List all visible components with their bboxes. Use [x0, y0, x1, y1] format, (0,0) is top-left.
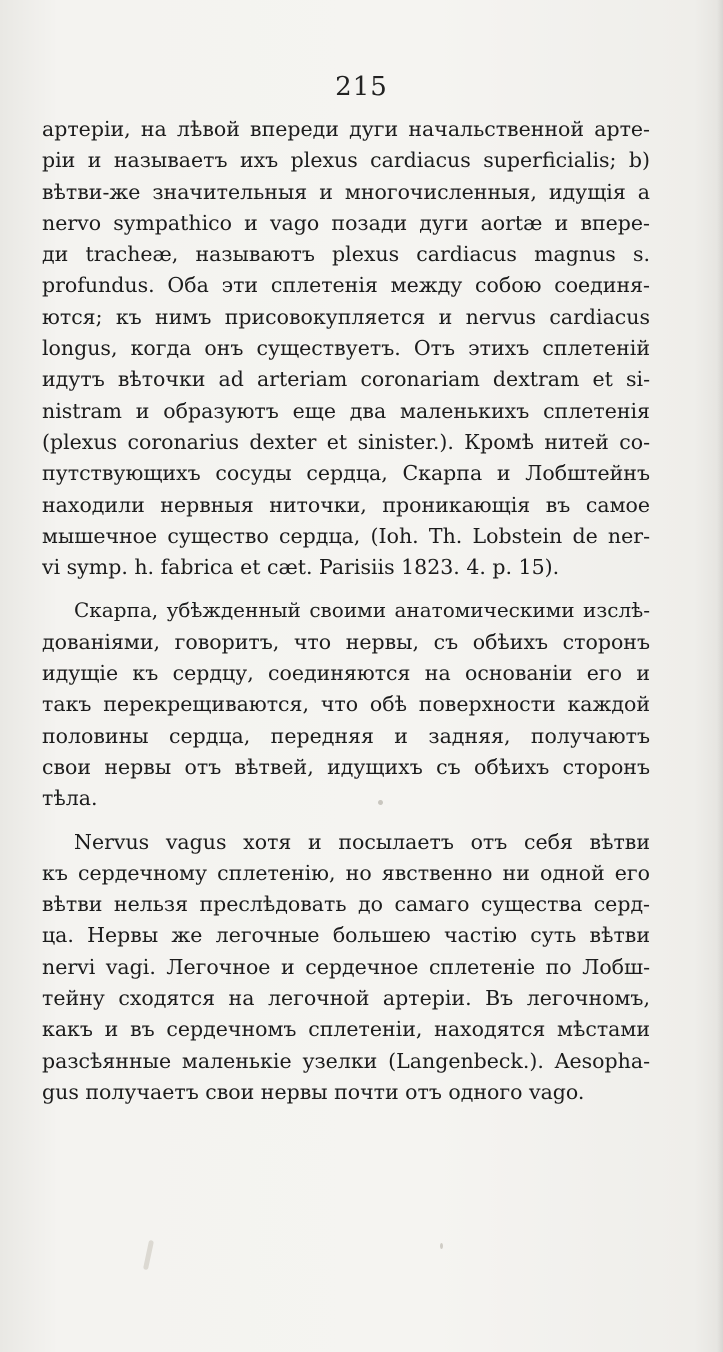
text-line: какъ и въ сердечномъ сплетенiи, находятся мѣстами [42, 1017, 650, 1042]
text-line: ди tracheæ, называютъ plexus cardiacus magnus s. [42, 242, 650, 267]
paper-speck [440, 1243, 443, 1249]
text-line: ца. Нервы же легочные большею частiю суть вѣтви [42, 923, 650, 948]
text-line: идущiе къ сердцу, соединяются на основанiи его и [42, 661, 650, 686]
text-line: вѣтви нельзя преслѣдовать до самаго существа серд- [42, 892, 650, 917]
text-line: ются; къ нимъ присовокупляется и nervus cardiacus [42, 304, 650, 329]
text-line: profundus. Оба эти сплетенiя между собою соединя- [42, 273, 650, 298]
text-line: идутъ вѣточки ad arteriam coronariam dextram et si- [42, 367, 650, 392]
text-line: nervi vagi. Легочное и сердечное сплетенiе по Лобш- [42, 954, 650, 979]
text-line: дованiями, говоритъ, что нервы, съ обѣихъ сторонъ [42, 629, 650, 654]
text-line: Скарпа, убѣжденный своими анатомическими изслѣ- [74, 598, 650, 623]
text-line: рiи и называетъ ихъ plexus cardiacus superficialis; b) [42, 148, 650, 173]
paragraph-1 [42, 114, 650, 583]
text-line: тейну сходятся на легочной артерiи. Въ легочномъ, [42, 986, 650, 1011]
text-line: путствующихъ сосуды сердца, Скарпа и Лобштейнъ [42, 461, 650, 486]
page-number: 215 [335, 72, 388, 102]
text-line: артерiи, на лѣвой впереди дуги начальственной арте- [42, 117, 650, 141]
text-line: longus, когда онъ существуетъ. Отъ этихъ сплетенiй [42, 336, 650, 361]
text-line: свои нервы отъ вѣтвей, идущихъ съ обѣихъ сторонъ [42, 754, 650, 779]
text-line: vi symp. h. fabrica et cæt. Parisiis 1823. 4. p. 15). [42, 555, 560, 580]
paragraph-3 [42, 827, 650, 1109]
text-line: находили нервныя ниточки, проникающiя въ самое [42, 492, 650, 517]
text-line: Nervus vagus хотя и посылаетъ отъ себя вѣтви [74, 829, 650, 854]
paper-stain [143, 1240, 154, 1270]
text-line: nervo sympathico и vago позади дуги aortæ и впере- [42, 210, 650, 235]
page-edge-shadow [717, 0, 723, 1352]
text-line: къ сердечному сплетенiю, но явственно ни одной его [42, 860, 650, 885]
text-line: половины сердца, передняя и задняя, получаютъ [42, 723, 650, 748]
text-line: (plexus coronarius dexter et sinister.). Кромѣ нитей со- [42, 429, 650, 454]
text-line: такъ перекрещиваются, что обѣ поверхности каждой [42, 692, 650, 717]
paragraph-2 [42, 595, 650, 814]
paper-speck [378, 800, 383, 805]
text-line: nistram и образуютъ еще два маленькихъ сплетенiя [42, 398, 650, 423]
text-line: вѣтви-же значительныя и многочисленныя, идущiя a [42, 179, 650, 204]
text-line: разсѣянные маленькiе узелки (Langenbeck.). Aesopha- [42, 1048, 650, 1073]
body-text [42, 114, 650, 1108]
text-line: gus получаетъ свои нервы почти отъ одного vago. [42, 1079, 585, 1104]
text-line: тѣла. [42, 786, 98, 811]
text-line: мышечное существо сердца, (Ioh. Th. Lobstein de ner- [42, 523, 650, 548]
